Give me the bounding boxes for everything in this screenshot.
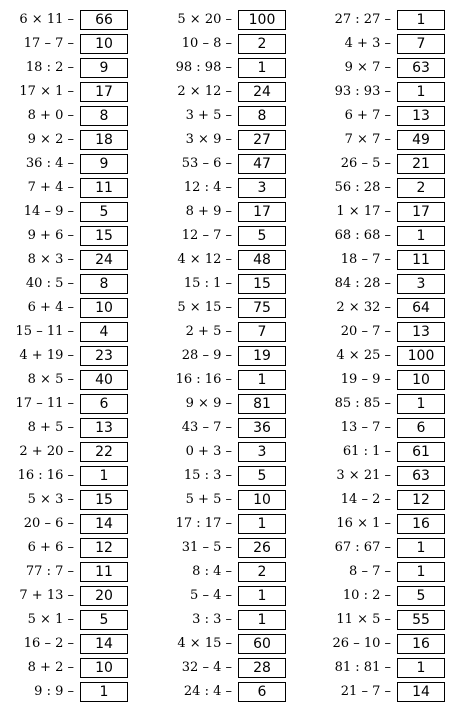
- problem-expression: 4 × 25 –: [336, 348, 391, 363]
- answer-box: 100: [397, 346, 445, 366]
- problem-row: [0, 321, 150, 345]
- problem-row: [317, 393, 467, 417]
- problem-row: [158, 105, 308, 129]
- problem-row: [158, 9, 308, 33]
- answer-box: 2: [397, 178, 445, 198]
- problem-row: [0, 417, 150, 441]
- answer-box: 8: [80, 106, 128, 126]
- answer-box: 14: [397, 682, 445, 702]
- answer-box: 11: [397, 250, 445, 270]
- problem-expression: 11 × 5 –: [336, 612, 391, 627]
- problem-row: [0, 441, 150, 465]
- problem-row: [158, 417, 308, 441]
- problem-row: [158, 657, 308, 681]
- answer-box: 1: [397, 562, 445, 582]
- problem-expression: 6 × 11 –: [19, 12, 74, 27]
- problem-row: [317, 153, 467, 177]
- answer-box: 10: [80, 658, 128, 678]
- problem-row: [317, 417, 467, 441]
- problem-row: [317, 561, 467, 585]
- problem-expression: 13 – 7 –: [340, 420, 391, 435]
- problem-column-2: [158, 9, 308, 705]
- problem-expression: 3 × 21 –: [336, 468, 391, 483]
- problem-expression: 84 : 28 –: [334, 276, 391, 291]
- problem-expression: 15 – 11 –: [15, 324, 74, 339]
- problem-expression: 2 × 12 –: [177, 84, 232, 99]
- answer-box: 1: [80, 466, 128, 486]
- answer-box: 6: [80, 394, 128, 414]
- problem-row: [317, 57, 467, 81]
- problem-expression: 77 : 7 –: [25, 564, 74, 579]
- answer-box: 3: [238, 442, 286, 462]
- problem-row: [0, 129, 150, 153]
- problem-expression: 14 – 2 –: [340, 492, 391, 507]
- answer-box: 1: [238, 610, 286, 630]
- problem-row: [317, 177, 467, 201]
- problem-expression: 8 + 5 –: [27, 420, 74, 435]
- problem-expression: 0 + 3 –: [185, 444, 232, 459]
- answer-box: 9: [80, 58, 128, 78]
- answer-box: 12: [397, 490, 445, 510]
- problem-row: [158, 177, 308, 201]
- problem-row: [0, 657, 150, 681]
- problem-expression: 7 × 7 –: [344, 132, 391, 147]
- problem-expression: 4 + 19 –: [19, 348, 74, 363]
- answer-box: 3: [238, 178, 286, 198]
- problem-expression: 6 + 4 –: [27, 300, 74, 315]
- problem-row: [0, 225, 150, 249]
- problem-expression: 18 : 2 –: [25, 60, 74, 75]
- answer-box: 17: [238, 202, 286, 222]
- problem-row: [317, 465, 467, 489]
- problem-expression: 19 – 9 –: [340, 372, 391, 387]
- answer-box: 22: [80, 442, 128, 462]
- problem-expression: 6 + 6 –: [27, 540, 74, 555]
- answer-box: 20: [80, 586, 128, 606]
- answer-box: 36: [238, 418, 286, 438]
- problem-expression: 8 × 5 –: [27, 372, 74, 387]
- problem-expression: 8 + 2 –: [27, 660, 74, 675]
- problem-expression: 8 + 0 –: [27, 108, 74, 123]
- problem-expression: 28 – 9 –: [181, 348, 232, 363]
- problem-expression: 17 : 17 –: [175, 516, 232, 531]
- problem-row: [317, 81, 467, 105]
- answer-box: 8: [80, 274, 128, 294]
- problem-row: [158, 441, 308, 465]
- answer-box: 2: [238, 34, 286, 54]
- answer-box: 12: [80, 538, 128, 558]
- problem-row: [317, 489, 467, 513]
- problem-expression: 26 – 10 –: [332, 636, 391, 651]
- problem-row: [158, 633, 308, 657]
- problem-expression: 40 : 5 –: [25, 276, 74, 291]
- problem-row: [317, 633, 467, 657]
- problem-expression: 36 : 4 –: [25, 156, 74, 171]
- answer-box: 100: [238, 10, 286, 30]
- problem-expression: 2 + 5 –: [185, 324, 232, 339]
- answer-box: 1: [397, 82, 445, 102]
- problem-row: [0, 33, 150, 57]
- problem-row: [0, 489, 150, 513]
- problem-row: [158, 465, 308, 489]
- problem-row: [0, 273, 150, 297]
- answer-box: 16: [397, 514, 445, 534]
- problem-expression: 5 × 1 –: [27, 612, 74, 627]
- answer-box: 66: [80, 10, 128, 30]
- answer-box: 55: [397, 610, 445, 630]
- problem-row: [158, 225, 308, 249]
- problem-row: [317, 681, 467, 705]
- problem-expression: 27 : 27 –: [334, 12, 391, 27]
- problem-row: [317, 657, 467, 681]
- problem-row: [0, 585, 150, 609]
- answer-box: 1: [238, 514, 286, 534]
- answer-box: 13: [80, 418, 128, 438]
- problem-row: [0, 81, 150, 105]
- answer-box: 75: [238, 298, 286, 318]
- problem-expression: 9 × 9 –: [185, 396, 232, 411]
- answer-box: 61: [397, 442, 445, 462]
- problem-expression: 5 + 5 –: [185, 492, 232, 507]
- problem-expression: 3 + 5 –: [185, 108, 232, 123]
- problem-row: [0, 681, 150, 705]
- answer-box: 13: [397, 106, 445, 126]
- problem-expression: 43 – 7 –: [181, 420, 232, 435]
- problem-row: [0, 393, 150, 417]
- answer-box: 63: [397, 466, 445, 486]
- problem-expression: 7 + 13 –: [19, 588, 74, 603]
- problem-expression: 12 : 4 –: [183, 180, 232, 195]
- problem-expression: 9 × 7 –: [344, 60, 391, 75]
- answer-box: 6: [397, 418, 445, 438]
- problem-row: [0, 249, 150, 273]
- answer-box: 3: [397, 274, 445, 294]
- problem-expression: 68 : 68 –: [334, 228, 391, 243]
- problem-row: [317, 585, 467, 609]
- problem-row: [0, 609, 150, 633]
- problem-expression: 81 : 81 –: [334, 660, 391, 675]
- problem-expression: 20 – 6 –: [23, 516, 74, 531]
- problem-expression: 3 × 9 –: [185, 132, 232, 147]
- answer-box: 27: [238, 130, 286, 150]
- answer-box: 15: [80, 226, 128, 246]
- problem-expression: 9 × 2 –: [27, 132, 74, 147]
- answer-box: 15: [80, 490, 128, 510]
- answer-box: 16: [397, 634, 445, 654]
- problem-row: [0, 633, 150, 657]
- problem-expression: 2 × 32 –: [336, 300, 391, 315]
- problem-expression: 4 × 12 –: [177, 252, 232, 267]
- problem-expression: 16 × 1 –: [336, 516, 391, 531]
- problem-row: [0, 153, 150, 177]
- answer-box: 5: [397, 586, 445, 606]
- problem-expression: 15 : 3 –: [183, 468, 232, 483]
- problem-expression: 5 × 20 –: [177, 12, 232, 27]
- problem-expression: 12 – 7 –: [181, 228, 232, 243]
- answer-box: 1: [238, 58, 286, 78]
- problem-row: [317, 369, 467, 393]
- problem-expression: 5 – 4 –: [190, 588, 232, 603]
- problem-row: [317, 297, 467, 321]
- problem-expression: 15 : 1 –: [183, 276, 232, 291]
- problem-row: [317, 105, 467, 129]
- answer-box: 1: [238, 370, 286, 390]
- answer-box: 18: [80, 130, 128, 150]
- answer-box: 47: [238, 154, 286, 174]
- problem-expression: 5 × 15 –: [177, 300, 232, 315]
- problem-expression: 31 – 5 –: [181, 540, 232, 555]
- problem-row: [158, 201, 308, 225]
- answer-box: 21: [397, 154, 445, 174]
- problem-row: [0, 537, 150, 561]
- answer-box: 63: [397, 58, 445, 78]
- answer-box: 17: [80, 82, 128, 102]
- problem-expression: 67 : 67 –: [334, 540, 391, 555]
- answer-box: 28: [238, 658, 286, 678]
- problem-row: [158, 393, 308, 417]
- problem-expression: 85 : 85 –: [334, 396, 391, 411]
- answer-box: 10: [397, 370, 445, 390]
- problem-expression: 14 – 9 –: [23, 204, 74, 219]
- problem-expression: 16 – 2 –: [23, 636, 74, 651]
- problem-row: [158, 297, 308, 321]
- problem-expression: 1 × 17 –: [336, 204, 391, 219]
- answer-box: 11: [80, 178, 128, 198]
- problem-expression: 4 + 3 –: [344, 36, 391, 51]
- problem-row: [158, 537, 308, 561]
- answer-box: 15: [238, 274, 286, 294]
- problem-row: [158, 249, 308, 273]
- problem-row: [158, 681, 308, 705]
- answer-box: 6: [238, 682, 286, 702]
- problem-row: [0, 9, 150, 33]
- answer-box: 5: [80, 610, 128, 630]
- problem-expression: 24 : 4 –: [183, 684, 232, 699]
- answer-box: 24: [80, 250, 128, 270]
- answer-box: 48: [238, 250, 286, 270]
- answer-box: 23: [80, 346, 128, 366]
- answer-box: 9: [80, 154, 128, 174]
- problem-row: [317, 129, 467, 153]
- answer-box: 49: [397, 130, 445, 150]
- problem-row: [317, 9, 467, 33]
- problem-row: [0, 561, 150, 585]
- problem-expression: 32 – 4 –: [181, 660, 232, 675]
- answer-box: 1: [397, 10, 445, 30]
- problem-expression: 93 : 93 –: [334, 84, 391, 99]
- problem-row: [158, 57, 308, 81]
- problem-expression: 7 + 4 –: [27, 180, 74, 195]
- problem-row: [0, 297, 150, 321]
- problem-row: [317, 33, 467, 57]
- answer-box: 24: [238, 82, 286, 102]
- problem-row: [158, 345, 308, 369]
- problem-row: [158, 585, 308, 609]
- problem-row: [0, 513, 150, 537]
- answer-box: 8: [238, 106, 286, 126]
- answer-box: 10: [238, 490, 286, 510]
- problem-expression: 5 × 3 –: [27, 492, 74, 507]
- problem-row: [0, 465, 150, 489]
- problem-column-3: [317, 9, 467, 705]
- problem-row: [0, 369, 150, 393]
- answer-box: 1: [80, 682, 128, 702]
- problem-row: [158, 561, 308, 585]
- answer-box: 1: [397, 394, 445, 414]
- problem-row: [158, 489, 308, 513]
- answer-box: 26: [238, 538, 286, 558]
- problem-expression: 3 : 3 –: [192, 612, 232, 627]
- answer-box: 40: [80, 370, 128, 390]
- problem-row: [0, 177, 150, 201]
- answer-box: 1: [397, 538, 445, 558]
- problem-expression: 21 – 7 –: [340, 684, 391, 699]
- answer-box: 5: [80, 202, 128, 222]
- problem-expression: 26 – 5 –: [340, 156, 391, 171]
- problem-row: [158, 129, 308, 153]
- problem-expression: 20 – 7 –: [340, 324, 391, 339]
- problem-expression: 4 × 15 –: [177, 636, 232, 651]
- answer-box: 1: [397, 226, 445, 246]
- problem-expression: 18 – 7 –: [340, 252, 391, 267]
- problem-row: [158, 321, 308, 345]
- answer-box: 14: [80, 514, 128, 534]
- answer-box: 5: [238, 466, 286, 486]
- problem-expression: 56 : 28 –: [334, 180, 391, 195]
- answer-box: 81: [238, 394, 286, 414]
- problem-row: [158, 513, 308, 537]
- answer-box: 13: [397, 322, 445, 342]
- problem-column-1: [0, 9, 150, 705]
- problem-row: [0, 57, 150, 81]
- problem-expression: 16 : 16 –: [17, 468, 74, 483]
- problem-row: [317, 345, 467, 369]
- problem-expression: 98 : 98 –: [175, 60, 232, 75]
- problem-row: [317, 321, 467, 345]
- problem-expression: 9 : 9 –: [34, 684, 74, 699]
- problem-expression: 8 + 9 –: [185, 204, 232, 219]
- answer-box: 10: [80, 34, 128, 54]
- problem-expression: 9 + 6 –: [27, 228, 74, 243]
- problem-row: [317, 513, 467, 537]
- answer-box: 7: [238, 322, 286, 342]
- problem-row: [0, 105, 150, 129]
- problem-row: [317, 201, 467, 225]
- problem-row: [158, 153, 308, 177]
- problem-row: [158, 369, 308, 393]
- problem-row: [0, 345, 150, 369]
- problem-expression: 53 – 6 –: [181, 156, 232, 171]
- problem-expression: 10 – 8 –: [181, 36, 232, 51]
- problem-row: [317, 537, 467, 561]
- answer-box: 14: [80, 634, 128, 654]
- answer-box: 7: [397, 34, 445, 54]
- problem-expression: 8 : 4 –: [192, 564, 232, 579]
- answer-box: 60: [238, 634, 286, 654]
- answer-box: 1: [397, 658, 445, 678]
- answer-box: 1: [238, 586, 286, 606]
- answer-box: 17: [397, 202, 445, 222]
- problem-expression: 8 – 7 –: [349, 564, 391, 579]
- problem-row: [0, 201, 150, 225]
- answer-box: 19: [238, 346, 286, 366]
- answer-box: 10: [80, 298, 128, 318]
- problem-expression: 8 × 3 –: [27, 252, 74, 267]
- problem-expression: 6 + 7 –: [344, 108, 391, 123]
- problem-row: [158, 33, 308, 57]
- problem-expression: 17 – 11 –: [15, 396, 74, 411]
- problem-expression: 17 – 7 –: [23, 36, 74, 51]
- problem-expression: 2 + 20 –: [19, 444, 74, 459]
- problem-expression: 61 : 1 –: [342, 444, 391, 459]
- problem-row: [317, 273, 467, 297]
- problem-row: [158, 609, 308, 633]
- problem-row: [317, 225, 467, 249]
- answer-box: 2: [238, 562, 286, 582]
- problem-row: [158, 81, 308, 105]
- problem-row: [158, 273, 308, 297]
- problem-expression: 10 : 2 –: [342, 588, 391, 603]
- answer-box: 4: [80, 322, 128, 342]
- problem-expression: 16 : 16 –: [175, 372, 232, 387]
- problem-row: [317, 609, 467, 633]
- problem-expression: 17 × 1 –: [19, 84, 74, 99]
- answer-box: 5: [238, 226, 286, 246]
- answer-box: 11: [80, 562, 128, 582]
- problem-row: [317, 441, 467, 465]
- answer-box: 64: [397, 298, 445, 318]
- problem-row: [317, 249, 467, 273]
